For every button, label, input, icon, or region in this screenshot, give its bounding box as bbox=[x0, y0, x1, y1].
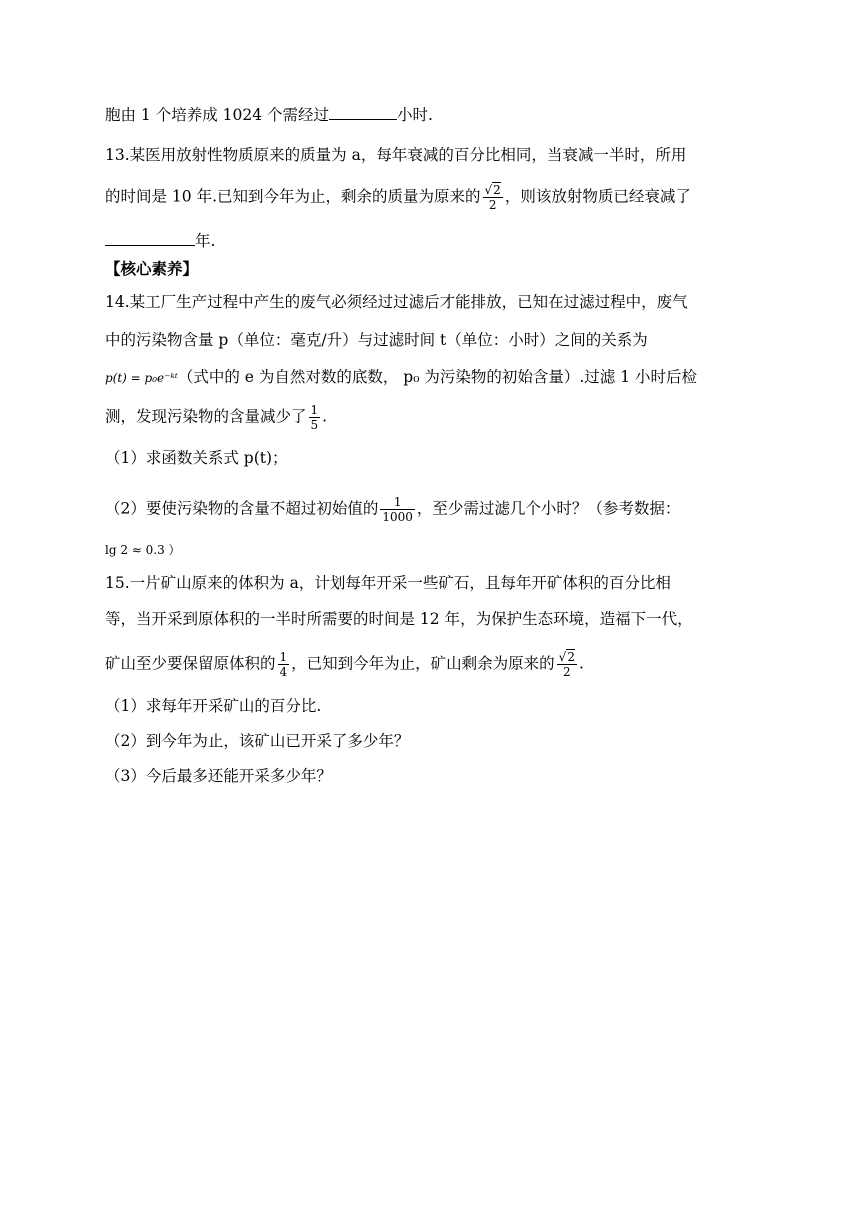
q13-line-2 bbox=[105, 183, 691, 212]
q14-line-4b: . bbox=[322, 407, 328, 426]
frac-den: 2 bbox=[563, 665, 571, 679]
frac-den: 5 bbox=[310, 418, 319, 432]
q15-line-1: 15.一片矿山原来的体积为 a，计划每年开采一些矿石，且每年开矿体积的百分比相 bbox=[105, 574, 671, 592]
formula: p(t) = p₀e⁻ᵏᵗ bbox=[105, 371, 178, 385]
section-heading: 【核心素养】 bbox=[105, 259, 199, 278]
q13-line-2b: ，则该放射物质已经衰减了 bbox=[504, 187, 691, 206]
frac-den: 4 bbox=[279, 665, 288, 679]
q14-line-4 bbox=[105, 403, 327, 432]
answer-blank[interactable] bbox=[329, 103, 397, 120]
one-thousandth-fraction bbox=[380, 495, 415, 524]
q14-line-1: 14.某工厂生产过程中产生的废气必须经过过滤后才能排放，已知在过滤过程中，废气 bbox=[105, 293, 688, 311]
answer-blank[interactable] bbox=[105, 229, 195, 246]
q15-line-3a: 矿山至少要保留原体积的 bbox=[105, 654, 276, 673]
q15-line-3 bbox=[105, 650, 584, 679]
q14-part-2 bbox=[105, 495, 680, 524]
frac-den: 2 bbox=[488, 198, 497, 212]
q14-line-3 bbox=[105, 367, 697, 388]
q15-line-3c: . bbox=[578, 654, 584, 673]
one-fifth-fraction bbox=[309, 403, 321, 432]
q14-part-1: （1）求函数关系式 p(t)； bbox=[105, 449, 288, 467]
q15-part-3: （3）今后最多还能开采多少年？ bbox=[105, 767, 332, 785]
q14-line-3-text: （式中的 e 为自然对数的底数， p₀ 为污染物的初始含量）.过滤 1 小时后检 bbox=[177, 368, 697, 386]
q12-unit: 小时. bbox=[397, 106, 433, 124]
q14-line-4a: 测，发现污染物的含量减少了 bbox=[105, 407, 307, 426]
q13-line-2a: 的时间是 10 年.已知到今年为止，剩余的质量为原来的 bbox=[105, 187, 481, 206]
frac-den: 1000 bbox=[382, 510, 413, 524]
sqrt2-over-2-fraction: $\frac{√2}{2}$ bbox=[558, 650, 575, 679]
frac-num: 1 bbox=[380, 495, 415, 510]
frac-num: 1 bbox=[310, 403, 319, 417]
q14-part-2b: ，至少需过滤几个小时？（参考数据： bbox=[416, 499, 681, 518]
q14-reference: lg 2 ≈ 0.3 ） bbox=[105, 543, 181, 557]
q15-line-3b: ，已知到今年为止，矿山剩余为原来的 bbox=[291, 654, 555, 673]
q15-part-1: （1）求每年开采矿山的百分比. bbox=[105, 697, 322, 715]
sqrt2-over-2-fraction: $\frac{√2}{2}$ bbox=[484, 183, 501, 212]
q13-unit: 年. bbox=[195, 232, 216, 250]
q13-line-3 bbox=[105, 229, 215, 251]
frac-num: 1 bbox=[279, 650, 288, 664]
q12-continuation bbox=[105, 103, 433, 125]
q14-part-2a: （2）要使污染物的含量不超过初始值的 bbox=[105, 499, 379, 518]
q14-line-2: 中的污染物含量 p（单位：毫克/升）与过滤时间 t（单位：小时）之间的关系为 bbox=[105, 331, 648, 349]
frac-num: 2 bbox=[493, 183, 501, 197]
q15-line-2: 等，当开采到原体积的一半时所需要的时间是 12 年，为保护生态环境，造福下一代， bbox=[105, 610, 693, 628]
one-quarter-fraction bbox=[278, 650, 290, 679]
q15-part-2: （2）到今年为止，该矿山已开采了多少年？ bbox=[105, 732, 410, 750]
frac-num: 2 bbox=[567, 650, 575, 664]
q13-line-1: 13.某医用放射性物质原来的质量为 a，每年衰减的百分比相同，当衰减一半时，所用 bbox=[105, 146, 687, 164]
q12-text: 胞由 1 个培养成 1024 个需经过 bbox=[105, 106, 330, 124]
